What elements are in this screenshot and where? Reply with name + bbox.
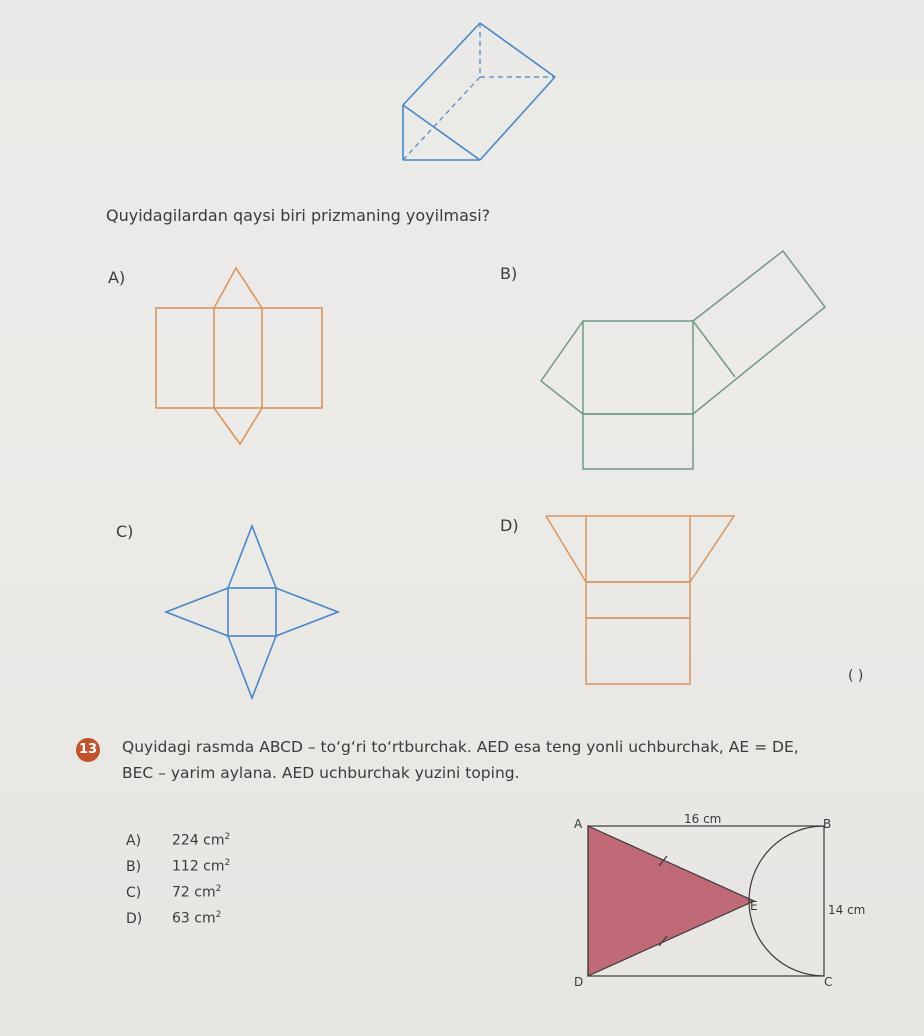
option-a-label: A) xyxy=(108,268,126,287)
option-b-label: B) xyxy=(500,264,518,283)
answer-c-letter: C) xyxy=(126,884,142,901)
option-d-label: D) xyxy=(500,516,519,535)
option-c-net[interactable] xyxy=(160,520,345,705)
answer-box[interactable]: ( ) xyxy=(848,668,864,684)
triangle-aed xyxy=(588,826,754,976)
label-c: C xyxy=(824,975,833,989)
height-label: 14 cm xyxy=(828,903,866,917)
option-b-net[interactable] xyxy=(535,245,835,475)
answer-c-value: 72 cm xyxy=(172,884,216,901)
question-12-text: Quyidagilardan qaysi biri prizmaning yoyilmasi? xyxy=(106,206,491,225)
option-c-label: C) xyxy=(116,522,134,541)
answer-d-exp: 2 xyxy=(215,910,222,920)
geometry-figure xyxy=(566,806,886,996)
label-e: E xyxy=(750,899,758,913)
answer-a-letter: A) xyxy=(126,832,142,849)
question-13-line-1: Quyidagi rasmda ABCD – to‘g‘ri to‘rtburchak. AED esa teng yonli uchburchak, AE = DE, xyxy=(122,738,799,756)
option-d-net[interactable] xyxy=(540,510,740,690)
answer-b-exp: 2 xyxy=(224,858,231,868)
prism-figure xyxy=(395,15,565,170)
label-a: A xyxy=(574,817,583,831)
answer-c-exp: 2 xyxy=(215,884,222,894)
answer-option-a[interactable] xyxy=(126,832,230,849)
answer-d-value: 63 cm xyxy=(172,910,216,927)
question-13-line-2: BEC – yarim aylana. AED uchburchak yuzini toping. xyxy=(122,764,520,782)
label-b: B xyxy=(823,817,832,831)
answer-b-letter: B) xyxy=(126,858,142,875)
width-label: 16 cm xyxy=(684,812,722,826)
option-a-net[interactable] xyxy=(150,262,330,452)
semicircle-bec xyxy=(749,826,824,976)
answer-b-value: 112 cm xyxy=(172,858,225,875)
answer-option-c[interactable] xyxy=(126,884,221,901)
answer-option-d[interactable] xyxy=(126,910,221,927)
answer-d-letter: D) xyxy=(126,910,143,927)
label-d: D xyxy=(574,975,584,989)
answer-option-b[interactable] xyxy=(126,858,230,875)
answer-a-exp: 2 xyxy=(224,832,231,842)
question-13-badge: 13 xyxy=(76,738,100,762)
answer-a-value: 224 cm xyxy=(172,832,225,849)
